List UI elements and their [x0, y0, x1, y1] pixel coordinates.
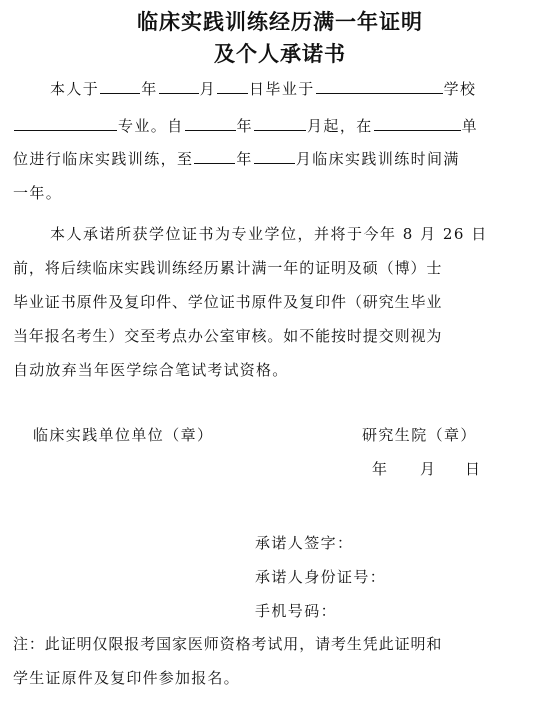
document-title-line1: 临床实践训练经历满一年证明 [137, 10, 423, 34]
para2-line5: 自动放弃当年医学综合笔试考试资格。 [13, 361, 289, 379]
para1-text: 专业。自 [118, 117, 184, 135]
pledger-phone-label: 手机号码： [255, 602, 338, 620]
month-blank[interactable] [159, 79, 199, 94]
para1-text: 学校 [443, 80, 477, 98]
para1-text: 月起，在 [307, 117, 373, 135]
para2-line4: 当年报名考生）交至考点办公室审核。如不能按时提交则视为 [13, 327, 443, 345]
graduate-school-stamp-label: 研究生院（章） [362, 426, 477, 444]
major-blank[interactable] [14, 116, 117, 131]
start-year-blank[interactable] [185, 116, 236, 131]
date-year-label: 年 [372, 460, 389, 478]
para2-line2: 前，将后续临床实践训练经历累计满一年的证明及硕（博）士 [13, 259, 443, 277]
para1-line2 [13, 116, 478, 136]
pledger-id-label: 承诺人身份证号： [255, 568, 387, 586]
note-line1: 注：此证明仅限报考国家医师资格考试用，请考生凭此证明和 [13, 635, 443, 653]
date-month-label: 月 [420, 460, 437, 478]
para1-text: 年 [236, 150, 253, 168]
para2-line3: 毕业证书原件及复印件、学位证书原件及复印件（研究生毕业 [13, 293, 443, 311]
end-year-blank[interactable] [194, 149, 235, 164]
para1-text: 日毕业于 [249, 80, 315, 98]
para1-text: 月 [199, 80, 217, 98]
school-blank[interactable] [316, 79, 443, 94]
start-month-blank[interactable] [254, 116, 306, 131]
para1-text: 位进行临床实践训练，至 [13, 150, 194, 168]
unit-blank[interactable] [374, 116, 461, 131]
para1-line1 [50, 79, 476, 99]
year-blank[interactable] [100, 79, 140, 94]
day-blank[interactable] [217, 79, 248, 94]
para1-text: 月临床实践训练时间满 [295, 150, 460, 168]
document-title-line2: 及个人承诺书 [214, 42, 346, 66]
para1-text: 年 [141, 80, 158, 98]
para1-text: 单 [461, 117, 479, 135]
para1-text: 本人于 [50, 80, 100, 98]
clinical-unit-stamp-label: 临床实践单位单位（章） [33, 426, 214, 444]
para1-line4: 一年。 [13, 184, 63, 202]
note-line2: 学生证原件及复印件参加报名。 [13, 669, 240, 687]
para1-line3 [13, 149, 460, 169]
para1-text: 年 [236, 117, 254, 135]
pledger-signature-label: 承诺人签字： [255, 534, 354, 552]
end-month-blank[interactable] [254, 149, 295, 164]
date-day-label: 日 [465, 460, 482, 478]
para2-line1: 本人承诺所获学位证书为专业学位，并将于今年 8 月 26 日 [50, 225, 488, 243]
